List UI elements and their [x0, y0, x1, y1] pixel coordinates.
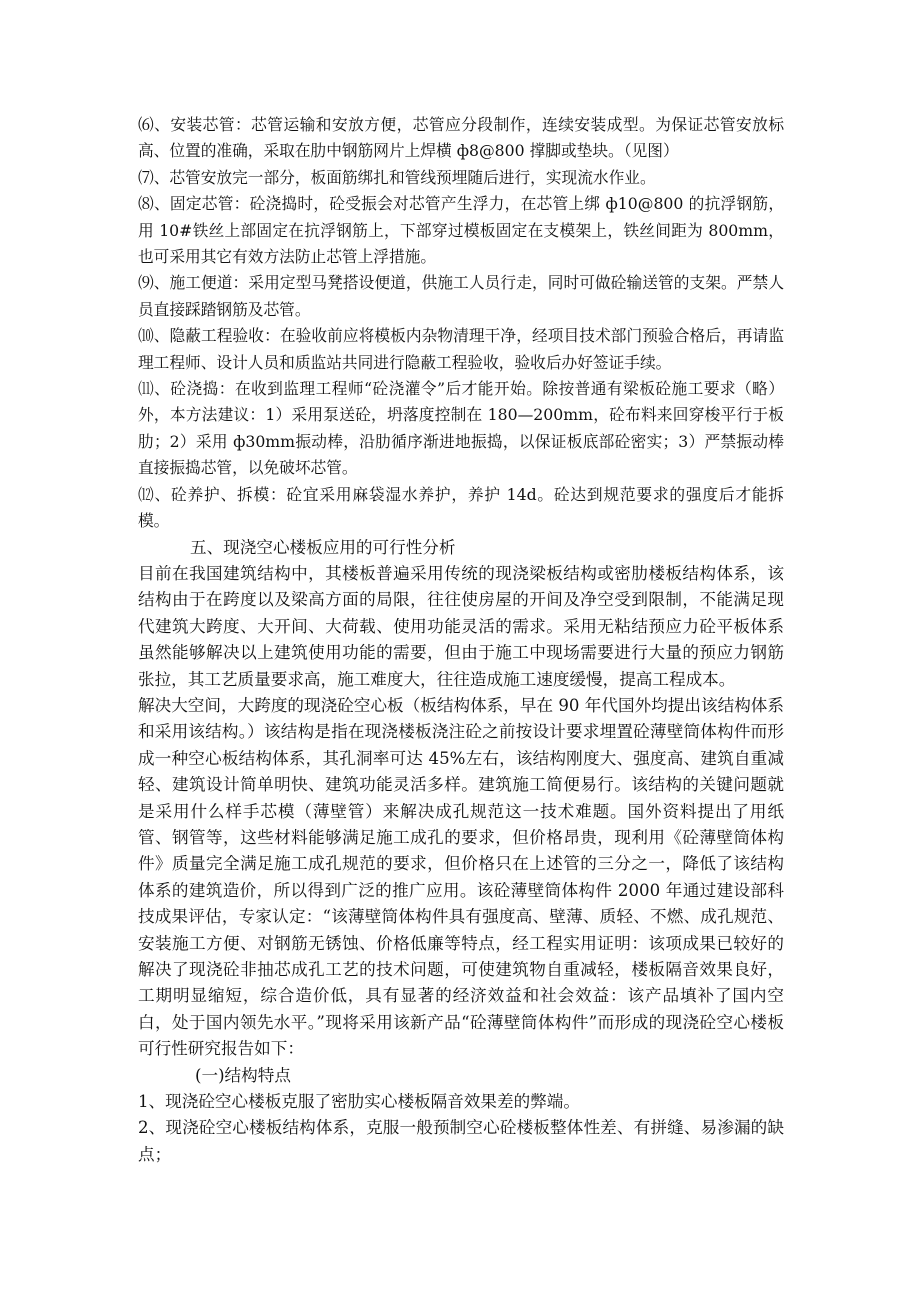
- feature-item: 2、现浇砼空心楼板结构体系，克服一般预制空心砼楼板整体性差、有拼缝、易渗漏的缺点；: [138, 1118, 784, 1164]
- step-item-12: [138, 482, 784, 535]
- step-number: ⑾: [138, 379, 155, 399]
- step-item-10: [138, 323, 784, 376]
- step-text: 、隐蔽工程验收：在验收前应将模板内杂物清理干净，经项目技术部门预验合格后，再请监理工程师、设计人员和质监站共同进行隐蔽工程验收，验收后办好签证手续。: [138, 326, 785, 372]
- step-text: 、固定芯管：砼浇捣时，砼受振会对芯管产生浮力，在芯管上绑 ф10@800 的抗浮钢筋，用 10#铁丝上部固定在抗浮钢筋上，下部穿过模板固定在支模架上，铁丝间距为 800mm，也可采用其它有效方法防止芯管上浮措施。: [138, 194, 785, 267]
- body-paragraph: 解决大空间，大跨度的现浇砼空心板（板结构体系，早在 90 年代国外均提出该结构体系和采用该结构。）该结构是指在现浇楼板浇注砼之前按设计要求埋置砼薄壁筒体构件而形成一种空心板结构体系，其孔洞率可达 45%左右，该结构刚度大、强度高、建筑自重减轻、建筑设计简单明快、建筑功能灵活多样。建筑施工简便易行。该结构的关键问题就是采用什么样手芯模（薄壁管）来解决成孔规范这一技术难题。国外资料提出了用纸管、钢管等，这些材料能够满足施工成孔的要求，但价格昂贵，现利用《砼薄壁筒体构件》质量完全满足施工成孔规范的要求，但价格只在上述管的三分之一，降低了该结构体系的建筑造价，所以得到广泛的推广应用。该砼薄壁筒体构件 2000 年通过建设部科技成果评估，专家认定：“该薄壁筒体构件具有强度高、壁薄、质轻、不燃、成孔规范、安装施工方便、对钢筋无锈蚀、价格低廉等特点，经工程实用证明：该项成果已较好的解决了现浇砼非抽芯成孔工艺的技术问题，可使建筑物自重减轻，楼板隔音效果良好，工期明显缩短，综合造价低，具有显著的经济效益和社会效益：该产品填补了国内空白，处于国内领先水平。”现将采用该新产品“砼薄壁筒体构件”而形成的现浇砼空心楼板可行性研究报告如下：: [138, 695, 784, 1059]
- step-number: ⑽: [138, 326, 154, 346]
- step-item-8: [138, 191, 784, 270]
- step-number: ⑻: [138, 194, 154, 214]
- step-text: 、安装芯管：芯管运输和安放方便，芯管应分段制作，连续安装成型。为保证芯管安放标高、位置的准确，采取在肋中钢筋网片上焊横 ф8@800 撑脚或垫块。（见图）: [138, 115, 785, 161]
- document-page: [138, 112, 784, 1168]
- subsection-heading: (一)结构特点: [195, 1065, 291, 1085]
- step-item-6: [138, 112, 784, 165]
- step-text: 、砼养护、拆模：砼宜采用麻袋湿水养护，养护 14d。砼达到规范要求的强度后才能拆模。: [138, 484, 784, 531]
- step-item-9: [138, 270, 784, 323]
- step-number: ⑹: [138, 115, 155, 134]
- step-number: ⑺: [138, 167, 154, 187]
- step-text: 、芯管安放完一部分，板面筋绑扎和管线预埋随后进行，实现流水作业。: [153, 167, 656, 187]
- step-number: ⑼: [138, 273, 154, 293]
- step-text: 、砼浇捣：在收到监理工程师“砼浇灌令”后才能开始。除按普通有梁板砼施工要求（略）外，本方法建议：1）采用泵送砼，坍落度控制在 180—200mm，砼布料来回穿梭平行于板肋；2）采用 ф30mm振动棒，沿肋循序渐进地振捣，以保证板底部砼密实；3）严禁振动棒直接振捣芯管，以免破坏芯管。: [138, 379, 785, 478]
- step-number: ⑿: [138, 484, 155, 504]
- step-item-11: [138, 376, 784, 482]
- step-text: 、施工便道：采用定型马凳搭设便道，供施工人员行走，同时可做砼输送管的支架。严禁人员直接踩踏钢筋及芯管。: [138, 273, 785, 319]
- step-item-7: [138, 165, 784, 191]
- body-paragraph: 目前在我国建筑结构中，其楼板普遍采用传统的现浇梁板结构或密肋楼板结构体系，该结构由于在跨度以及梁高方面的局限，往往使房屋的开间及净空受到限制，不能满足现代建筑大跨度、大开间、大荷载、使用功能灵活的需求。采用无粘结预应力砼平板体系虽然能够解决以上建筑使用功能的需要，但由于施工中现场需要进行大量的预应力钢筋张拉，其工艺质量要求高，施工难度大，往往造成施工速度缓慢，提高工程成本。: [138, 563, 784, 689]
- section-heading: 五、现浇空心楼板应用的可行性分析: [190, 537, 456, 557]
- feature-item: 1、现浇砼空心楼板克服了密肋实心楼板隔音效果差的弊端。: [138, 1092, 580, 1112]
